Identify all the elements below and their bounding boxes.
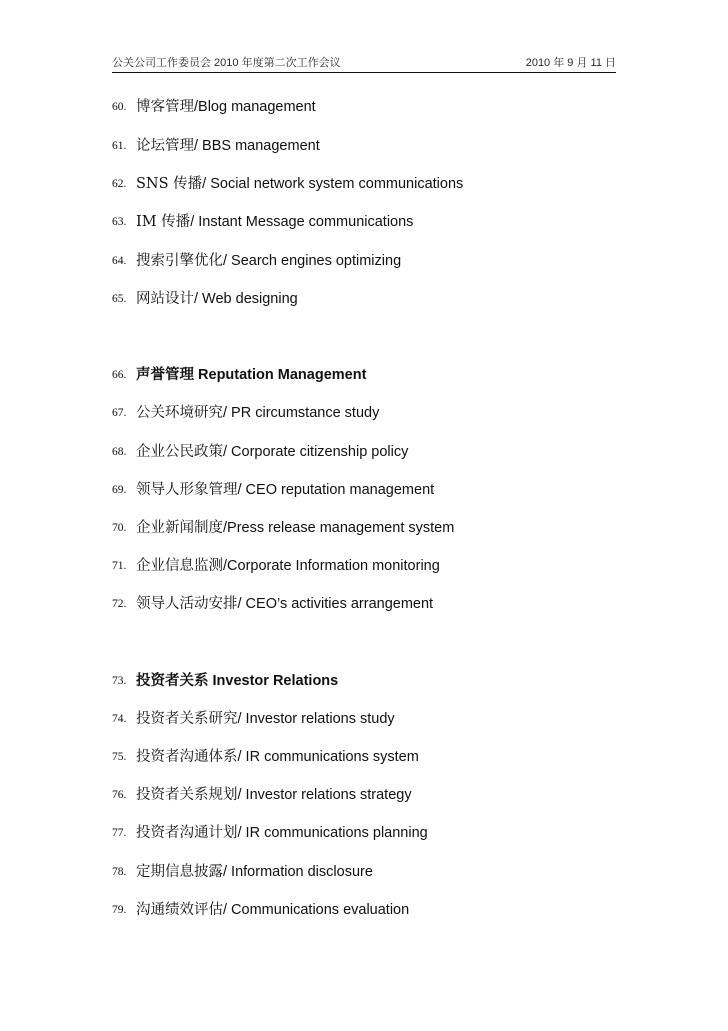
item-number: 78. [112, 866, 127, 878]
item-zh: IM 传播 [136, 214, 191, 230]
section-heading [112, 670, 672, 692]
item-zh: 投资者沟通体系 [136, 749, 238, 765]
list-item [112, 861, 672, 883]
item-text [136, 211, 413, 233]
item-en: /Blog management [194, 99, 316, 115]
list-item [112, 173, 672, 195]
list-item [112, 96, 672, 118]
item-text [136, 441, 408, 463]
item-en: Investor Relations [208, 673, 339, 689]
item-text [136, 402, 379, 424]
item-zh: 博客管理 [136, 99, 194, 115]
item-zh: 搜索引擎优化 [136, 253, 223, 269]
item-text [136, 593, 433, 615]
item-number: 62. [112, 178, 127, 190]
list-item [112, 211, 672, 233]
list-item [112, 784, 672, 806]
item-text [136, 822, 428, 844]
item-en: / Corporate citizenship policy [223, 444, 409, 460]
item-en: / Information disclosure [223, 864, 373, 880]
list-item [112, 135, 672, 157]
item-zh: 声誉管理 [136, 367, 194, 383]
item-text [136, 555, 440, 577]
item-zh: 定期信息披露 [136, 864, 223, 880]
item-number: 77. [112, 827, 127, 839]
item-zh: 企业新闻制度 [136, 520, 223, 536]
item-en: / Investor relations strategy [237, 787, 412, 803]
item-text [136, 250, 401, 272]
item-zh: 论坛管理 [136, 138, 194, 154]
header-date: 2010 年 9 月 11 日 [525, 57, 616, 69]
item-text [136, 708, 395, 730]
item-text [136, 861, 373, 883]
item-number: 74. [112, 713, 127, 725]
item-zh: 企业信息监测 [136, 558, 223, 574]
item-zh: 领导人形象管理 [136, 482, 238, 498]
item-zh: SNS 传播 [136, 176, 203, 192]
item-number: 64. [112, 255, 127, 267]
item-number: 66. [112, 369, 127, 381]
item-number: 73. [112, 675, 127, 687]
item-number: 65. [112, 293, 127, 305]
list-item [112, 708, 672, 730]
item-text [136, 517, 454, 539]
list-item [112, 441, 672, 463]
header-meeting-title: 公关公司工作委员会 2010 年度第二次工作会议 [112, 57, 341, 69]
section-heading [112, 364, 672, 386]
item-number: 69. [112, 484, 127, 496]
list-item [112, 746, 672, 768]
item-number: 60. [112, 101, 127, 113]
item-en: Reputation Management [194, 367, 367, 383]
item-number: 61. [112, 140, 127, 152]
item-en: / IR communications system [237, 749, 419, 765]
item-en: /Corporate Information monitoring [223, 558, 440, 574]
item-en: / CEO’s activities arrangement [237, 596, 434, 612]
item-zh: 投资者沟通计划 [136, 825, 238, 841]
item-number: 76. [112, 789, 127, 801]
item-zh: 企业公民政策 [136, 444, 223, 460]
item-zh: 沟通绩效评估 [136, 902, 223, 918]
item-text [136, 899, 409, 921]
list-item [112, 593, 672, 615]
item-en: / Social network system communications [202, 176, 464, 192]
list-item [112, 899, 672, 921]
outline-list [112, 0, 672, 1031]
item-en: / Web designing [194, 291, 298, 307]
list-item [112, 250, 672, 272]
item-text [136, 746, 419, 768]
item-zh: 投资者关系 [136, 673, 209, 689]
list-item [112, 555, 672, 577]
item-text [136, 135, 320, 157]
item-number: 70. [112, 522, 127, 534]
item-en: / BBS management [194, 138, 320, 154]
item-number: 71. [112, 560, 127, 572]
item-zh: 投资者关系研究 [136, 711, 238, 727]
item-zh: 领导人活动安排 [136, 596, 238, 612]
item-text [136, 96, 316, 118]
list-item [112, 288, 672, 310]
item-text [136, 479, 434, 501]
item-en: / Search engines optimizing [223, 253, 402, 269]
item-text [136, 173, 463, 195]
item-en: /Press release management system [223, 520, 455, 536]
list-item [112, 517, 672, 539]
item-text [136, 670, 338, 692]
item-text [136, 364, 366, 386]
list-item [112, 822, 672, 844]
item-zh: 公关环境研究 [136, 405, 223, 421]
item-en: / PR circumstance study [223, 405, 380, 421]
list-item [112, 402, 672, 424]
item-number: 79. [112, 904, 127, 916]
item-number: 68. [112, 446, 127, 458]
item-number: 72. [112, 598, 127, 610]
item-number: 75. [112, 751, 127, 763]
item-zh: 网站设计 [136, 291, 194, 307]
item-number: 67. [112, 407, 127, 419]
item-number: 63. [112, 216, 127, 228]
item-text [136, 784, 412, 806]
item-en: / Instant Message communications [190, 214, 414, 230]
item-text [136, 288, 298, 310]
list-item [112, 479, 672, 501]
item-en: / IR communications planning [237, 825, 428, 841]
item-zh: 投资者关系规划 [136, 787, 238, 803]
item-en: / Communications evaluation [223, 902, 410, 918]
item-en: / CEO reputation management [237, 482, 435, 498]
item-en: / Investor relations study [237, 711, 395, 727]
